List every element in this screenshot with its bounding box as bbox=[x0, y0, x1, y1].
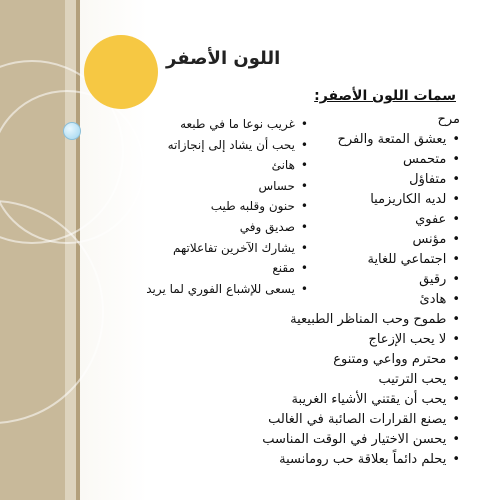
trait-item: • هادئ bbox=[240, 290, 460, 310]
trait-item: • مقنع bbox=[108, 258, 308, 279]
trait-item: • مؤنس bbox=[240, 230, 460, 250]
trait-item: • صديق وفي bbox=[108, 217, 308, 238]
trait-item: • غريب نوعا ما في طبعه bbox=[108, 114, 308, 135]
trait-item: مرح bbox=[437, 112, 460, 127]
trait-item: • يحسن الاختيار في الوقت المناسب bbox=[240, 430, 460, 450]
trait-item: • يصنع القرارات الصائبة في الغالب bbox=[240, 410, 460, 430]
trait-item: • رقيق bbox=[240, 270, 460, 290]
trait-item: • يسعى للإشباع الفوري لما يريد bbox=[108, 279, 308, 300]
trait-item: • اجتماعي للغاية bbox=[240, 250, 460, 270]
section-heading: سمات اللون الأصفر: bbox=[314, 88, 456, 104]
trait-item: • حساس bbox=[108, 176, 308, 197]
trait-item: • متفاؤل bbox=[240, 170, 460, 190]
trait-item: • لا يحب الإزعاج bbox=[240, 330, 460, 350]
traits-list-left bbox=[108, 114, 308, 299]
trait-item: • متحمس bbox=[240, 150, 460, 170]
trait-item: • يحب أن يشاد إلى إنجازاته bbox=[108, 135, 308, 156]
trait-item: • حنون وقلبه طيب bbox=[108, 196, 308, 217]
blue-dot-icon bbox=[63, 122, 81, 140]
trait-item: • محترم وواعي ومتنوع bbox=[240, 350, 460, 370]
page-title: اللون الأصفر bbox=[166, 48, 281, 69]
yellow-circle-icon bbox=[84, 35, 158, 109]
trait-item: • لديه الكاريزميا bbox=[240, 190, 460, 210]
trait-item: • عفوي bbox=[240, 210, 460, 230]
trait-item: • يحب أن يقتني الأشياء الغريبة bbox=[240, 390, 460, 410]
trait-item: • يحب الترتيب bbox=[240, 370, 460, 390]
trait-item: • طموح وحب المناظر الطبيعية bbox=[240, 310, 460, 330]
trait-item: • هانئ bbox=[108, 155, 308, 176]
trait-item: • يعشق المتعة والفرح bbox=[240, 130, 460, 150]
trait-item: • يشارك الآخرين تفاعلاتهم bbox=[108, 238, 308, 259]
trait-item: • يحلم دائماً بعلاقة حب رومانسية bbox=[240, 450, 460, 470]
